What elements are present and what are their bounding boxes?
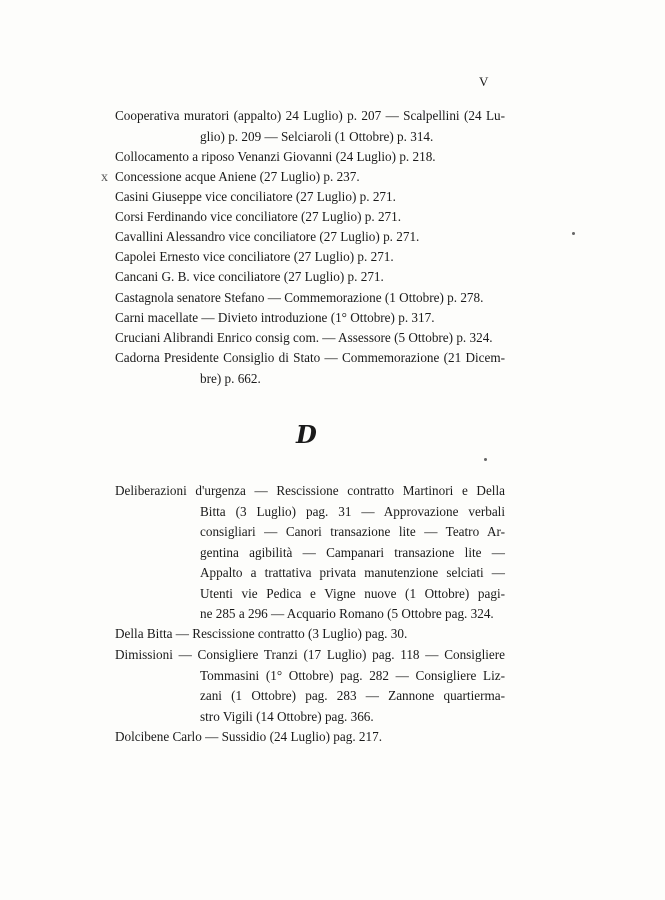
entry-line: Casini Giuseppe vice conciliatore (27 Luglio) p. 271. [115,189,396,204]
entry-continuation-line: Utenti vie Pedica e Vigne nuove (1 Ottobre) pagi- [200,585,505,601]
entry-continuation-line: zani (1 Ottobre) pag. 283 — Zannone quartierma- [200,688,505,703]
entry-continuation-line: bre) p. 662. [200,370,261,386]
index-entry [115,167,505,188]
paper-speck [484,458,487,461]
entry-line: Cancani G. B. vice conciliatore (27 Luglio) p. 271. [115,269,384,284]
index-entry [115,624,505,645]
entry-continuation-line: Bitta (3 Luglio) pag. 31 — Approvazione verbali [200,503,505,519]
index-entry [115,348,505,389]
entry-continuation-line: Appalto a trattativa privata manutenzione selciati — [200,565,505,580]
entry-line: Della Bitta — Rescissione contratto (3 Luglio) pag. 30. [115,626,408,641]
index-entry [115,288,505,309]
entry-line: Cavallini Alessandro vice conciliatore (27 Luglio) p. 271. [115,229,420,244]
entry-line: Capolei Ernesto vice conciliatore (27 Luglio) p. 271. [115,249,394,264]
entry-line: Carni macellate — Divieto introduzione (1° Ottobre) p. 317. [115,310,435,325]
entry-line: Castagnola senatore Stefano — Commemorazione (1 Ottobre) p. 278. [115,290,484,305]
index-entry [115,227,505,248]
index-entry [115,481,505,625]
entry-line: Deliberazioni d'urgenza — Rescissione contratto Martinori e Della [115,483,505,498]
index-entry [115,645,505,727]
entry-line: Concessione acque Aniene (27 Luglio) p. 237. [115,169,360,184]
entry-line: Collocamento a riposo Venanzi Giovanni (24 Luglio) p. 218. [115,149,436,164]
index-entry [115,187,505,208]
index-entry [115,308,505,329]
entry-continuation-line: glio) p. 209 — Selciaroli (1 Ottobre) p. 314. [200,128,434,144]
index-entry [115,247,505,268]
index-entry [115,267,505,288]
entry-line: Cooperativa muratori (appalto) 24 Luglio) p. 207 — Scalpellini (24 Lu- [115,108,505,123]
entry-line: Dimissioni — Consigliere Tranzi (17 Luglio) pag. 118 — Consigliere [115,647,505,662]
entry-continuation-line: Tommasini (1° Ottobre) pag. 282 — Consigliere Liz- [200,667,505,683]
index-entry [115,727,505,748]
entry-line: Cruciani Alibrandi Enrico consig com. — Assessore (5 Ottobre) p. 324. [115,330,493,345]
entry-continuation-line: gentina agibilità — Campanari transazione lite — [200,544,505,560]
entry-line: Corsi Ferdinando vice conciliatore (27 Luglio) p. 271. [115,209,402,224]
index-entry [115,106,505,147]
paper-speck [572,232,575,235]
page-number: V [479,74,489,89]
index-entry [115,147,505,168]
margin-mark: x [101,170,108,185]
entry-continuation-line: ne 285 a 296 — Acquario Romano (5 Ottobre pag. 324. [200,606,494,621]
entry-continuation-line: consigliari — Canori transazione lite — Teatro Ar- [200,524,505,539]
section-letter-d: D [296,420,317,449]
entry-continuation-line: stro Vigili (14 Ottobre) pag. 366. [200,708,374,724]
entry-line: Dolcibene Carlo — Sussidio (24 Luglio) pag. 217. [115,729,383,744]
entry-line: Cadorna Presidente Consiglio di Stato — Commemorazione (21 Dicem- [115,350,505,365]
index-entry [115,328,505,349]
index-entry [115,207,505,228]
